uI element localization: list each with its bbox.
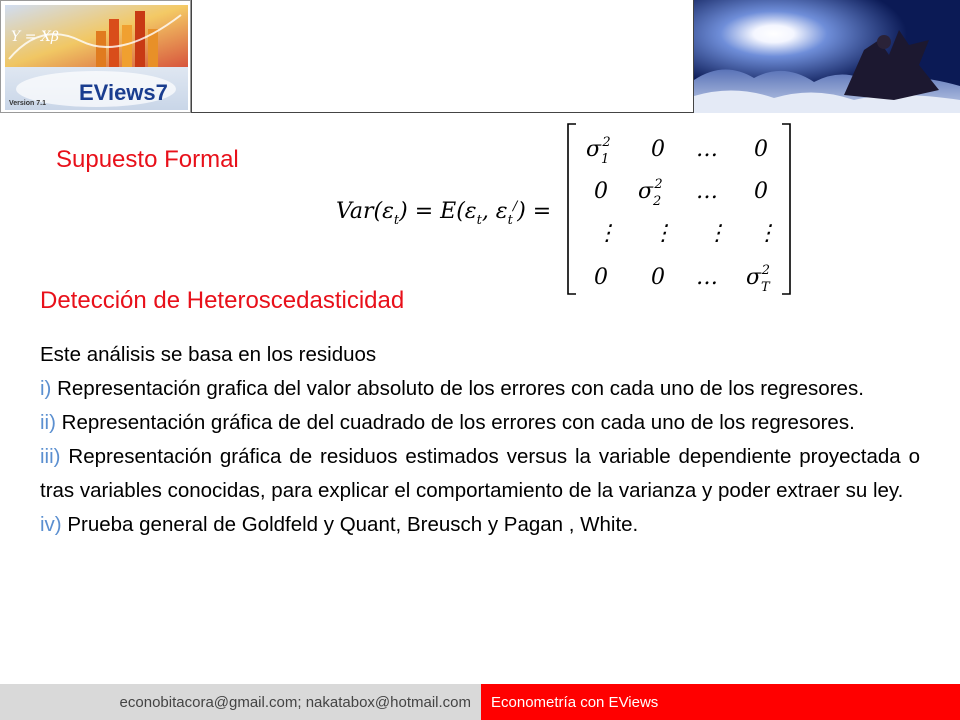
matrix-cells [586, 135, 778, 295]
svg-text:σ22: $\sigma_22$ [638, 177, 663, 209]
logo-brand-text: EViews7 [79, 80, 168, 105]
night-sky-graphic [694, 0, 960, 113]
footer-course-bar [481, 684, 960, 720]
list-item [40, 440, 920, 508]
equation-graphic [336, 118, 796, 298]
svg-text:⋮: ⋮ [756, 221, 778, 246]
svg-text:0: 0 [594, 265, 608, 290]
item-numeral: ii) [40, 411, 56, 434]
footer-course-title: Econometría con EViews [491, 694, 659, 711]
svg-text:σT2: $\sigma_T2$ [746, 263, 770, 295]
list-item [40, 372, 920, 406]
intro-paragraph [40, 338, 920, 372]
svg-text:…: … [696, 265, 718, 290]
svg-text:0: 0 [754, 137, 768, 162]
logo-version-text: Version 7.1 [9, 100, 46, 107]
svg-text:σ12: $\sigma_12$ [586, 135, 611, 167]
slide-header [0, 0, 960, 113]
svg-text:0: 0 [594, 179, 608, 204]
logo-formula-text: Y = Xβ [11, 29, 59, 45]
list-item [40, 406, 920, 440]
item-text: Representación gráfica de del cuadrado de los errores con cada uno de los regresores. [55, 411, 855, 434]
item-text: Representación gráfica de residuos estimados versus la variable dependiente proyectada o tras variables conocidas, para explicar el comportamiento de la varianza y poder extraer su ley. [40, 445, 920, 502]
matrix-right-bracket [782, 124, 790, 294]
svg-text:0: 0 [651, 265, 665, 290]
matrix-left-bracket [568, 124, 576, 294]
svg-text:⋮: ⋮ [706, 221, 728, 246]
item-text: Representación grafica del valor absoluto de los errores con cada uno de los regresores. [51, 377, 864, 400]
eviews-logo-graphic [1, 1, 191, 113]
header-blank-panel [191, 0, 694, 113]
svg-text:⋮: ⋮ [596, 221, 618, 246]
eviews-logo-image [0, 0, 191, 113]
covariance-matrix-equation [336, 118, 796, 298]
night-sky-figure-image [694, 0, 960, 113]
heteroscedasticity-detection-title: Detección de Heteroscedasticidad [40, 287, 405, 314]
item-text: Prueba general de Goldfeld y Quant, Breusch y Pagan , White. [61, 513, 639, 536]
slide-footer [0, 684, 960, 720]
footer-contact-bar [0, 684, 481, 720]
formal-assumption-title: Supuesto Formal [56, 146, 239, 173]
svg-text:…: … [696, 137, 718, 162]
svg-text:⋮: ⋮ [652, 221, 674, 246]
item-numeral: i) [40, 377, 52, 400]
detection-methods-text [40, 338, 920, 542]
svg-text:…: … [696, 179, 718, 204]
list-item [40, 508, 920, 542]
footer-emails: econobitacora@gmail.com; nakatabox@hotmail.com [119, 694, 471, 711]
svg-text:0: 0 [754, 179, 768, 204]
svg-text:0: 0 [651, 137, 665, 162]
intro-text: Este análisis se basa en los residuos [40, 343, 377, 366]
item-numeral: iv) [40, 513, 62, 536]
item-numeral: iii) [40, 445, 61, 468]
equation-lhs: $Var(\varepsilon_t) = E(\varepsilon_t$, $\varepsilon_t^/$) = [336, 199, 552, 228]
